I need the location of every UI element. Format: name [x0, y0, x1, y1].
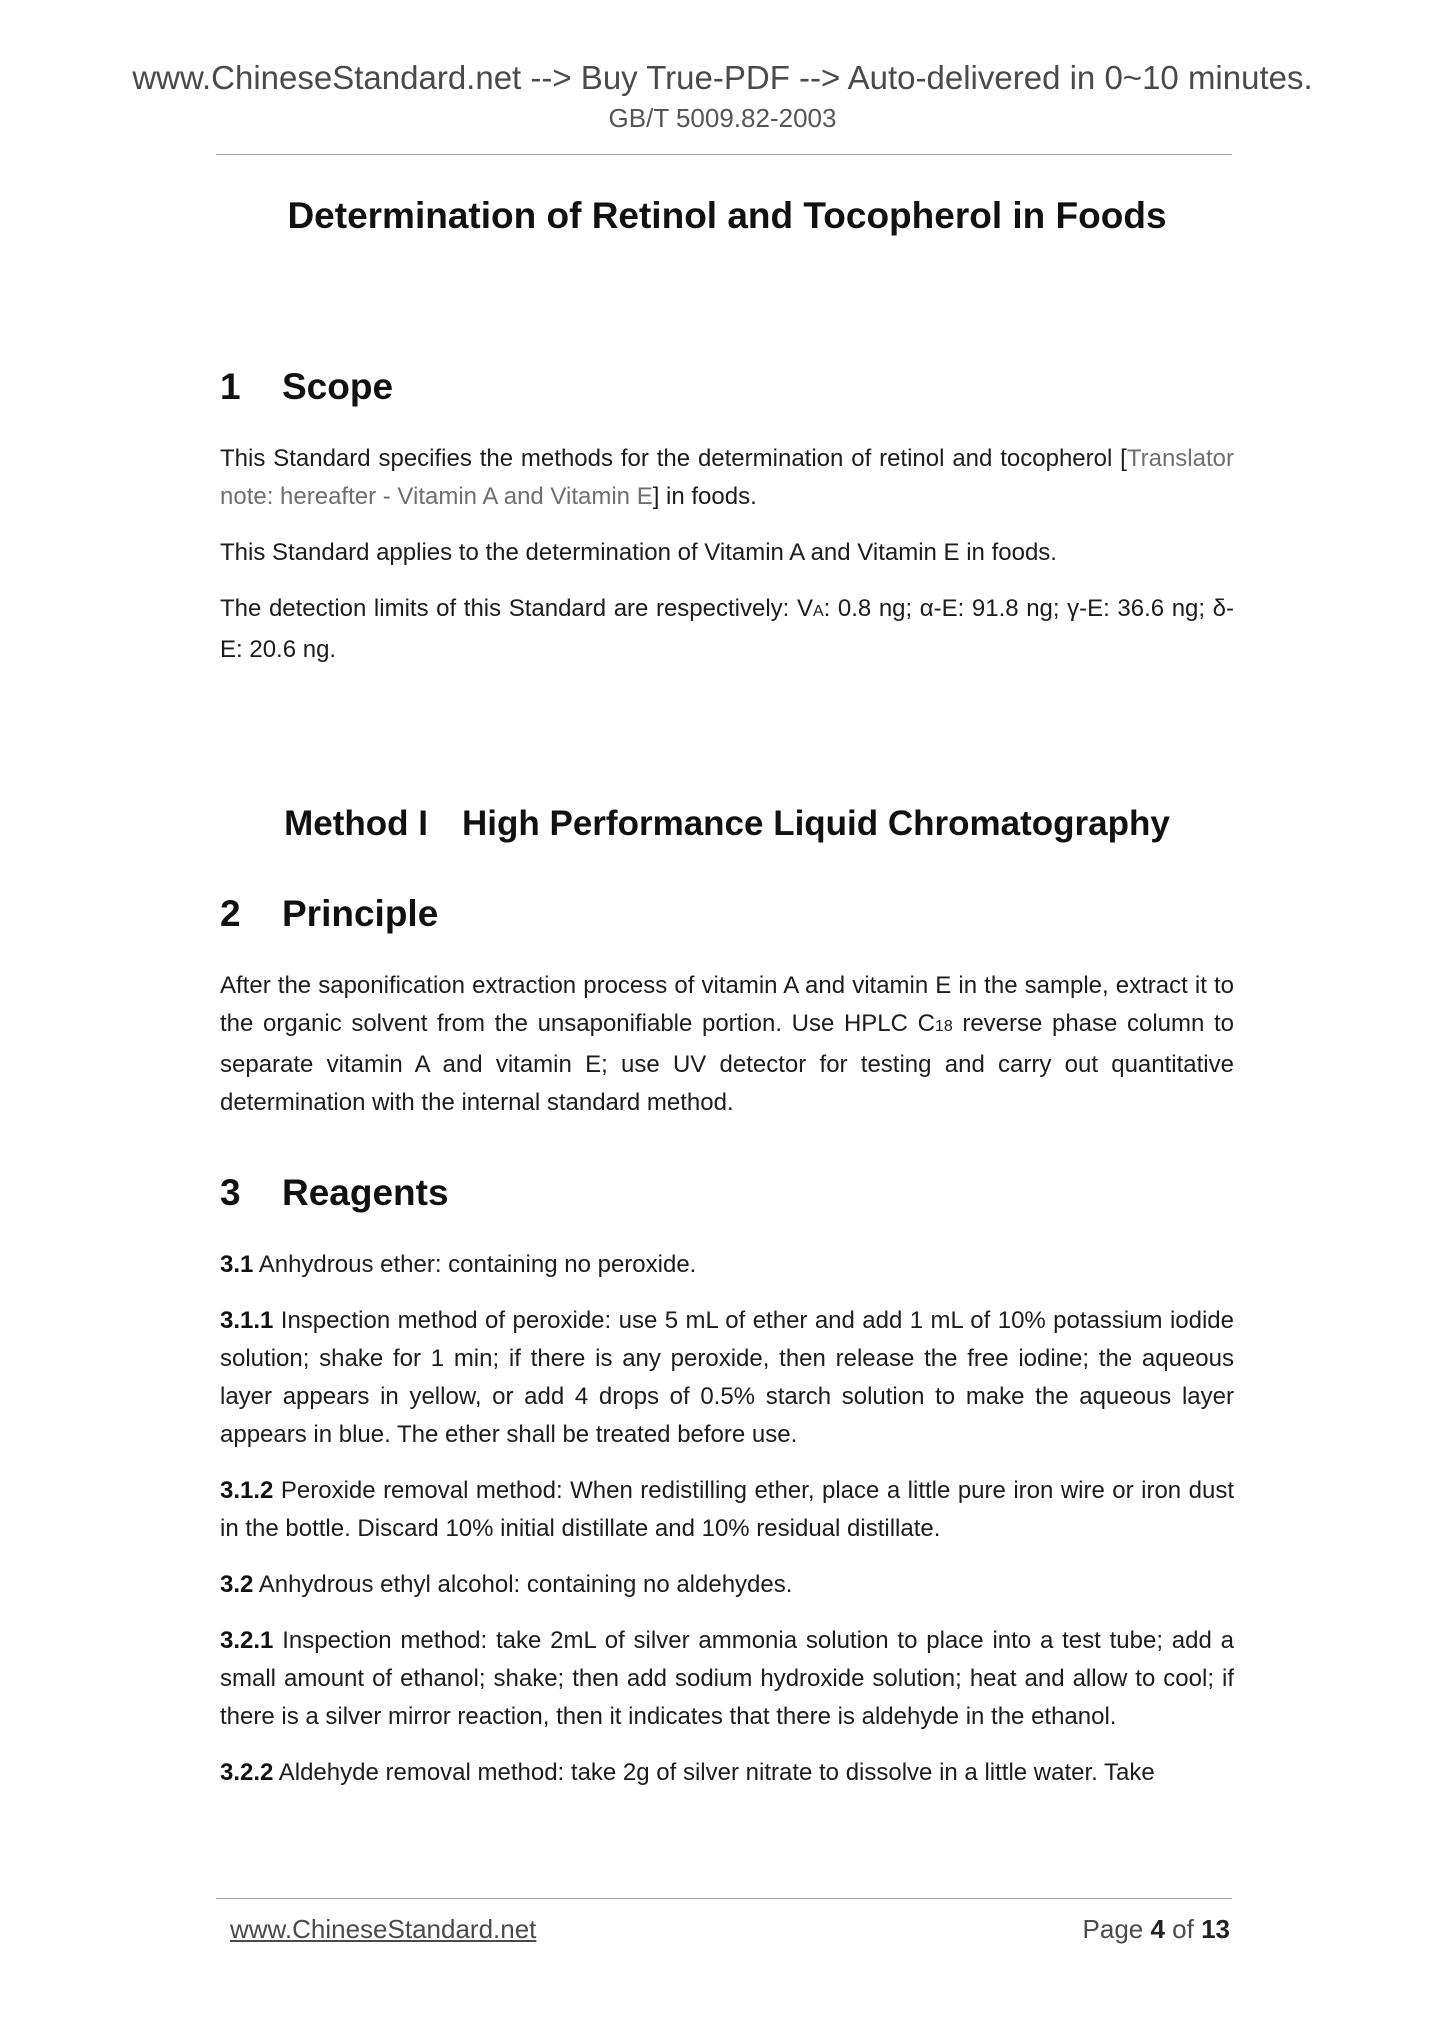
subscript: A: [812, 603, 824, 620]
principle-text: reverse phase column to separate vitamin A and vitamin E; use UV detector for testing and carry out quantitative determination with the internal standard method.: [220, 1010, 1234, 1116]
principle-paragraph: [220, 967, 1234, 1122]
method-label: Method I: [284, 804, 428, 843]
method-heading: [220, 799, 1234, 849]
scope-text: This Standard specifies the methods for the determination of retinol and tocopherol [: [220, 445, 1127, 472]
page-footer: [230, 1914, 1230, 1954]
clause-3-2-1: [220, 1622, 1234, 1736]
subscript: 18: [934, 1018, 953, 1035]
scope-paragraph-1: [220, 440, 1234, 516]
section-title: Scope: [282, 366, 394, 407]
clause-3-1-1: [220, 1302, 1234, 1454]
method-title: High Performance Liquid Chromatography: [462, 804, 1170, 843]
clause-number: 3.1.1: [220, 1307, 274, 1334]
clause-text: Anhydrous ether: containing no peroxide.: [253, 1251, 697, 1278]
footer-website-link[interactable]: www.ChineseStandard.net: [230, 1914, 537, 1944]
clause-text: Aldehyde removal method: take 2g of silver nitrate to dissolve in a little water. Take: [273, 1759, 1155, 1786]
clause-text: Inspection method: take 2mL of silver ammonia solution to place into a test tube; add a small amount of ethanol; shake; then add sodium hydroxide solution; heat and allow to cool; if there is a silver mirror reaction, then it indicates that there is aldehyde in the ethanol.: [220, 1627, 1234, 1730]
scope-paragraph-2: This Standard applies to the determination of Vitamin A and Vitamin E in foods.: [220, 539, 1057, 566]
section-number: 3: [220, 1172, 241, 1213]
principle-text: After the saponification extraction process of vitamin A and vitamin E in the sample, extract it to the organic solvent from the unsaponifiable portion. Use HPLC C: [220, 972, 1234, 1037]
clause-number: 3.2.2: [220, 1759, 274, 1786]
scope-text: The detection limits of this Standard are respectively: V: [220, 595, 813, 622]
clause-3-2-2: [220, 1754, 1234, 1792]
page-current: 4: [1150, 1914, 1165, 1944]
page-total: 13: [1201, 1914, 1230, 1944]
page-number: [1083, 1914, 1230, 1945]
scope-paragraph-3: [220, 590, 1234, 669]
document-title: Determination of Retinol and Tocopherol in Foods: [287, 195, 1167, 236]
section-title: Principle: [282, 893, 439, 934]
footer-divider: [216, 1898, 1232, 1899]
scope-text: ] in foods.: [652, 483, 757, 510]
page-prefix: Page: [1082, 1914, 1151, 1944]
standard-code: GB/T 5009.82-2003: [608, 103, 837, 133]
page-middle: of: [1164, 1914, 1202, 1944]
section-heading-scope: [220, 362, 1234, 412]
header-divider: [216, 154, 1232, 155]
section-number: 1: [220, 366, 241, 407]
section-title: Reagents: [282, 1172, 449, 1213]
clause-number: 3.1: [220, 1251, 254, 1278]
header-banner: www.ChineseStandard.net --> Buy True-PDF --> Auto-delivered in 0~10 minutes.: [132, 59, 1313, 96]
clause-text: Anhydrous ethyl alcohol: containing no aldehydes.: [253, 1571, 793, 1598]
clause-number: 3.1.2: [220, 1477, 274, 1504]
clause-text: Inspection method of peroxide: use 5 mL of ether and add 1 mL of 10% potassium iodide solution; shake for 1 min; if there is any peroxide, then release the free iodine; the aqueous layer appears in yellow, or add 4 drops of 0.5% starch solution to make the aqueous layer appears in blue. The ether shall be treated before use.: [220, 1307, 1234, 1448]
clause-number: 3.2: [220, 1571, 254, 1598]
document-body: [220, 190, 1234, 1810]
clause-3-2: [220, 1566, 1234, 1604]
clause-3-1: [220, 1246, 1234, 1284]
translator-note: Translator note: hereafter - Vitamin A and Vitamin E: [220, 445, 1234, 510]
clause-number: 3.2.1: [220, 1627, 274, 1654]
section-number: 2: [220, 893, 241, 934]
section-heading-reagents: [220, 1168, 1234, 1218]
scope-text: : 0.8 ng; α-E: 91.8 ng; γ-E: 36.6 ng; δ-E: 20.6 ng.: [220, 595, 1234, 663]
clause-3-1-2: [220, 1472, 1234, 1548]
page-header: [0, 58, 1445, 138]
clause-text: Peroxide removal method: When redistilling ether, place a little pure iron wire or iron dust in the bottle. Discard 10% initial distillate and 10% residual distillate.: [220, 1477, 1234, 1542]
section-heading-principle: [220, 889, 1234, 939]
